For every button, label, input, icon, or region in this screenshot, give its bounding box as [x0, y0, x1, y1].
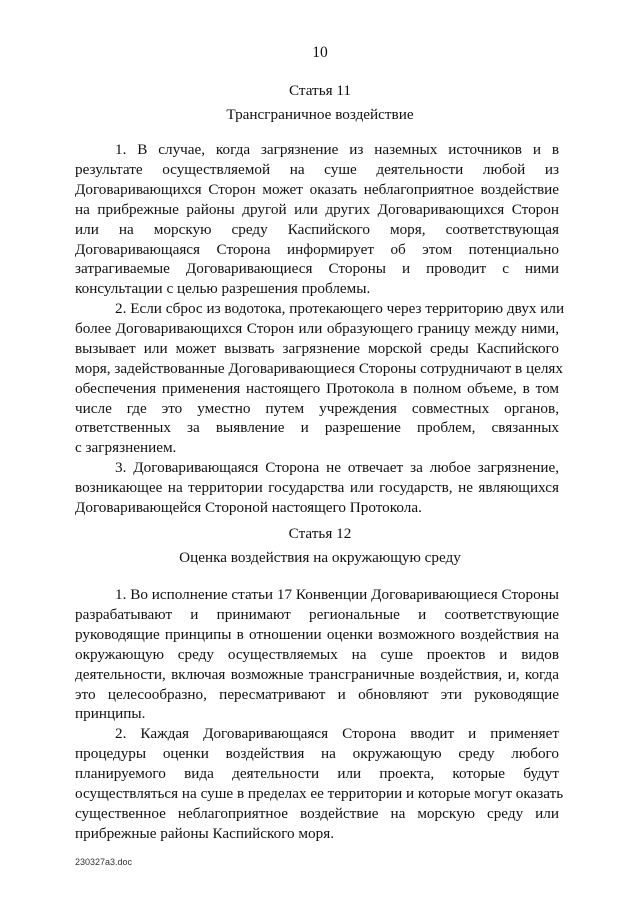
article-11-paragraph-1 — [75, 140, 559, 299]
text-line: 1. Во исполнение статьи 17 Конвенции Договаривающиеся Стороны — [115, 586, 559, 603]
text-line: Договаривающейся Стороной настоящего Протокола. — [75, 498, 422, 516]
text-line: консультации с целью разрешения проблемы. — [75, 280, 371, 298]
article-11-paragraph-2 — [75, 299, 565, 458]
text-line: или на морскую среду Каспийского моря, соответствующая — [75, 220, 559, 238]
text-line: ответственных за выявление и разрешение проблем, связанных — [75, 419, 559, 437]
article-12-paragraph-2 — [75, 724, 564, 843]
text-line: затрагиваемые Договаривающиеся Стороны и проводит с ними — [75, 260, 559, 278]
text-line: окружающую среду осуществляемых на суше проектов и видов — [75, 645, 559, 663]
text-line: руководящие принципы в отношении оценки возможного воздействия на — [75, 625, 559, 643]
article-12-subtitle: Оценка воздействия на окружающую среду — [179, 549, 461, 566]
text-line: числе где это уместно путем учреждения совместных органов, — [75, 399, 559, 417]
text-line: на прибрежные районы другой или других Договаривающихся Сторон — [75, 200, 559, 218]
text-line: 2. Каждая Договаривающаяся Сторона вводит и применяет — [115, 725, 559, 742]
text-line: с загрязнением. — [75, 439, 177, 457]
text-line: это целесообразно, пересматривают и обновляют эти руководящие — [75, 685, 559, 703]
text-line: 1. В случае, когда загрязнение из наземных источников и в — [115, 141, 559, 158]
text-line: существенное неблагоприятное воздействие на морскую среду или — [75, 804, 559, 822]
text-line: вызывает или может вызвать загрязнение морской среды Каспийского — [75, 339, 559, 357]
article-12-paragraph-1 — [75, 585, 559, 724]
article-11-paragraph-3 — [75, 458, 559, 518]
text-line: планируемого вида деятельности или проекта, которые будут — [75, 764, 559, 782]
text-line: Договаривающаяся Сторона информирует об этом потенциально — [75, 240, 559, 258]
text-line: возникающее на территории государства или государств, не являющихся — [75, 478, 559, 496]
text-line: осуществляться на суше в пределах ее территории и которые могут оказать — [75, 784, 564, 802]
document-filename: 230327а3.doc — [75, 857, 133, 867]
article-11-title: Статья 11 — [288, 82, 352, 99]
text-line: обеспечения применения настоящего Протокола в полном объеме, в том — [75, 379, 559, 397]
text-line: принципы. — [75, 705, 146, 723]
article-12-title: Статья 12 — [288, 525, 352, 542]
text-line: более Договаривающихся Сторон или образующего границу между ними, — [75, 319, 559, 337]
text-line: Договаривающихся Сторон может оказать неблагоприятное воздействие — [75, 180, 559, 198]
text-line: процедуры оценки воздействия на окружающую среду любого — [75, 744, 559, 762]
page-number: 10 — [312, 44, 328, 61]
text-line: разрабатывают и принимают региональные и соответствующие — [75, 605, 559, 623]
text-line: прибрежные районы Каспийского моря. — [75, 824, 335, 842]
text-line: моря, задействованные Договаривающиеся Стороны сотрудничают в целях — [75, 359, 564, 377]
text-line: деятельности, включая возможные трансграничные воздействия, и, когда — [75, 665, 559, 683]
text-line: 2. Если сброс из водотока, протекающего через территорию двух или — [115, 300, 565, 317]
article-11-subtitle: Трансграничное воздействие — [226, 106, 414, 123]
text-line: результате осуществляемой на суше деятельности любой из — [75, 160, 559, 178]
text-line: 3. Договаривающаяся Сторона не отвечает за любое загрязнение, — [115, 459, 559, 476]
